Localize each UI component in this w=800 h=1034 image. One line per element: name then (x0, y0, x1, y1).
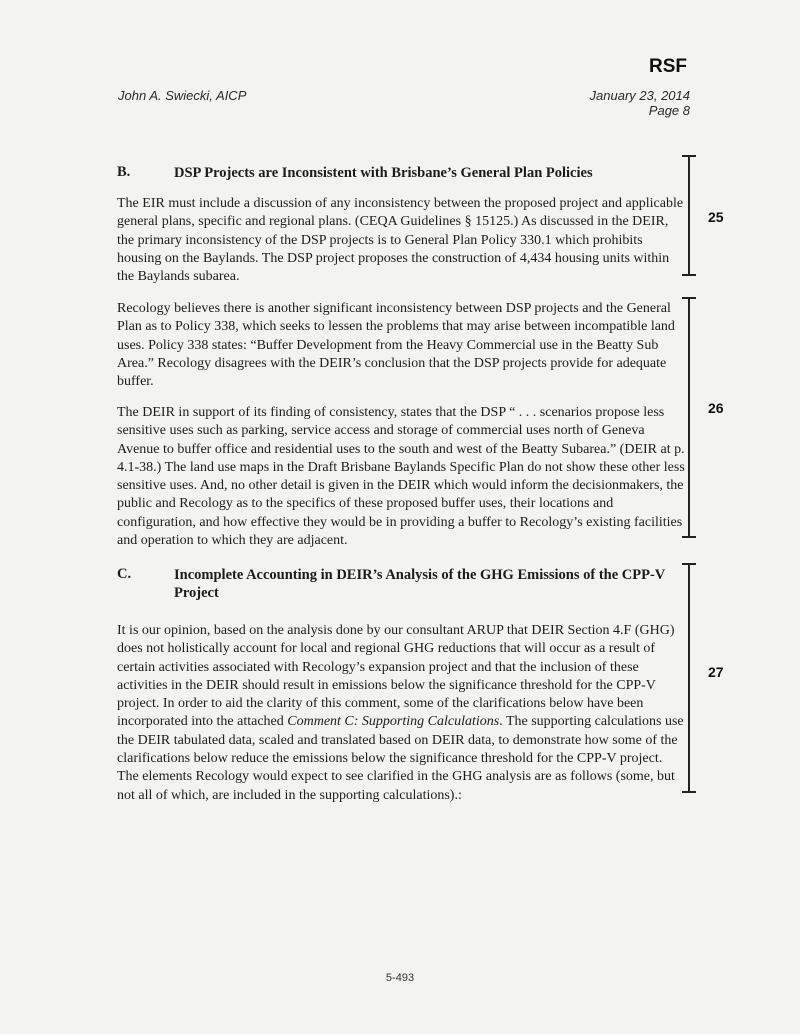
letter-date: January 23, 2014 (589, 88, 690, 103)
section-c-number: C. (117, 566, 132, 582)
comment-bracket-26 (682, 297, 696, 538)
author-name: John A. Swiecki, AICP (118, 88, 247, 103)
comment-number-25: 25 (708, 209, 724, 225)
comment-bracket-25 (682, 155, 696, 276)
supporting-calculations-reference: Comment C: Supporting Calculations (287, 714, 500, 730)
paragraph-ghg-text-b: . The supporting calculations use the DEIR tabulated data, scaled and translated based on DEIR data, to demonstrate how some of the clarifications below reduce the emissions below the significance threshold for the CPP-V project. The elements Recology would expect to see clarified in the GHG analysis are as follows (some, but not all of which, are included in the supporting calculations).: (117, 714, 684, 803)
document-code: RSF (649, 56, 687, 77)
comment-number-26: 26 (708, 400, 724, 416)
section-c-heading (117, 566, 677, 602)
comment-bracket-27 (682, 563, 696, 793)
paragraph-policy-338: Recology believes there is another significant inconsistency between DSP projects and the General Plan as to Policy 338, which seeks to lessen the problems that may arise between incompatible land uses. Policy 338 states: “Buffer Development from the Heavy Commercial use in the Beatty Sub Area.” Recology disagrees with the DEIR’s conclusion that the DSP projects provide for adequate buffer. (117, 301, 675, 390)
section-b-number: B. (117, 164, 131, 180)
section-c-title: Incomplete Accounting in DEIR’s Analysis of the GHG Emissions of the CPP-V Project (174, 567, 666, 601)
paragraph-buffer-uses: The DEIR in support of its finding of consistency, states that the DSP “ . . . scenarios propose less sensitive uses such as parking, service access and storage of commercial uses north of Geneva Avenue to buffer office and residential uses to the south and west of the Beatty Subarea.” (DEIR at p. 4.1-38.) The land use maps in the Draft Brisbane Baylands Specific Plan do not show these other less sensitive uses. And, no other detail is given in the DEIR which would inform the decisionmakers, the public and Recology as to the specifics of these proposed buffer uses, their locations and configuration, and how effective they would be in providing a buffer to Recology’s existing facilities and operation to which they are adjacent. (117, 405, 685, 549)
paragraph-ghg-text-a: It is our opinion, based on the analysis done by our consultant ARUP that DEIR Section 4.F (GHG) does not holistically account for local and regional GHG reductions that will occur as a result of certain activities associated with Recology’s expansion project and that the inclusion of these activities in the DEIR should result in emissions below the significance threshold for the CPP-V project. In order to aid the clarity of this comment, some of the clarifications below have been incorporated into the attached (117, 623, 675, 730)
paragraph-ghg-analysis (117, 622, 685, 805)
paragraph-consistency-requirement: The EIR must include a discussion of any inconsistency between the proposed project and applicable general plans, specific and regional plans. (CEQA Guidelines § 15125.) As discussed in the DEIR, the primary inconsistency of the DSP projects is to General Plan Policy 330.1 which prohibits housing on the Baylands. The DSP project proposes the construction of 4,434 housing units within the Baylands subarea. (117, 196, 684, 285)
section-b-heading (117, 164, 677, 182)
page-number: 5-493 (385, 972, 415, 984)
comment-number-27: 27 (708, 664, 724, 680)
section-b-title: DSP Projects are Inconsistent with Brisbane’s General Plan Policies (174, 165, 593, 181)
page-label: Page 8 (648, 103, 690, 118)
